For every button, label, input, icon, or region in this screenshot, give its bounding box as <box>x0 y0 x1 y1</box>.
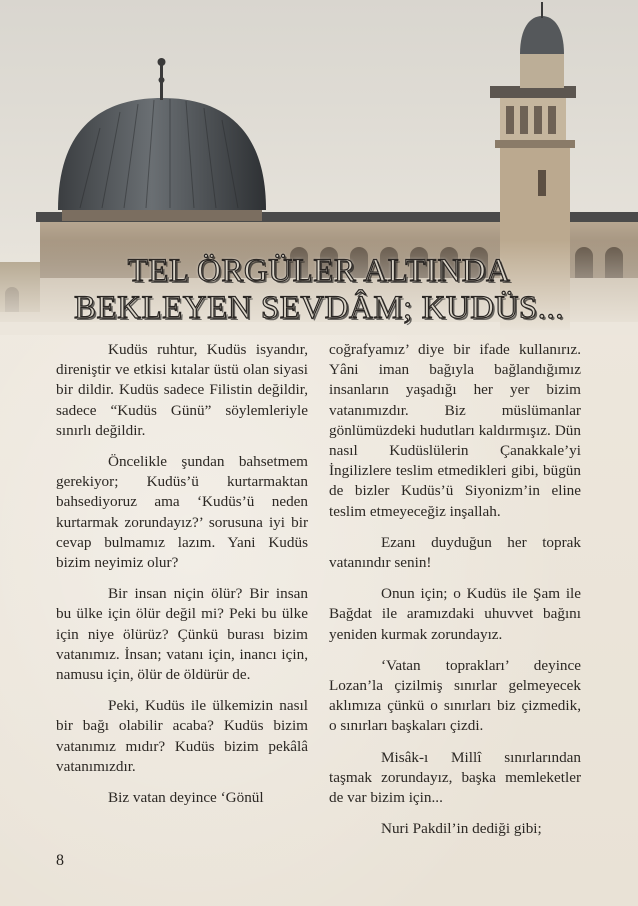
page-number: 8 <box>56 852 64 869</box>
paragraph: Bir insan niçin ölür? Bir insan bu ülke için ölür değil mi? Peki bu ülke için niye ölürüz? Çünkü burası bizim vatanımız. İnsan; vatanı için, inancı için, namusu için, ölür de öldürür de. <box>56 585 308 684</box>
headline-line-2: BEKLEYEN SEVDÂM; KUDÜS... <box>73 290 565 326</box>
paragraph: Kudüs ruhtur, Kudüs isyandır, direniştir ve etkisi kıtalar üstü olan siyasi bir dildir. Kudüs sadece Filistin değildir, sadece “Kudüs Günü” söylemleriyle sınırlı değildir. <box>56 341 308 439</box>
paragraph: Misâk-ı Millî sınırlarından taşmak zorundayız, başka memleketler de var bizim için... <box>329 748 581 807</box>
paragraph: Onun için; o Kudüs ile Şam ile Bağdat ile aramızdaki uhuvvet bağını yeniden kurmak zorundayız. <box>329 585 581 643</box>
left-column <box>56 340 308 819</box>
paragraph: Ezanı duyduğun her toprak vatanındır senin! <box>329 533 581 572</box>
paragraph: Nuri Pakdil’in dediği gibi; <box>381 820 542 838</box>
headline-line-1: TEL ÖRGÜLER ALTINDA <box>127 253 511 289</box>
paragraph-continuation: coğrafyamız’ diye bir ifade kullanırız. Yâni iman bağıyla bağlandığımız insanların yaşadığı her yer bizim vatanımızdır. Biz müslümanlar gönlümüzdeki hudutları kaldırmışız. Dün nasıl Kudüslülerin Çanakkale’yi İngilizlere teslim etmedikleri gibi, bügün de bizler Kudüs’ü Siyonizm’in eline teslim etmeyeceğiz inşallah. <box>329 341 581 520</box>
right-column <box>329 340 581 850</box>
paragraph: Peki, Kudüs ile ülkemizin nasıl bir bağı olabilir acaba? Kudüs bizim vatanımız mıdır? Kudüs bizim pekâlâ vatanımızdır. <box>56 697 308 775</box>
paragraph: Öncelikle şundan bahsetmem gerekiyor; Kudüs’ü kurtarmaktan bahsediyoruz ama ‘Kudüs’ü neden kurtarmak zorundayız?’ sorusuna iyi bir cevap bulmamız lazım. Yani Kudüs bizim neyimiz olur? <box>56 453 308 572</box>
paragraph: ‘Vatan toprakları’ deyince Lozan’la çizilmiş sınırlar gelmeyecek aklımıza çünkü o sınırları biz çizmedik, o sınırları başkaları çizdi. <box>329 656 581 735</box>
paragraph: Biz vatan deyince ‘Gönül <box>108 789 264 807</box>
